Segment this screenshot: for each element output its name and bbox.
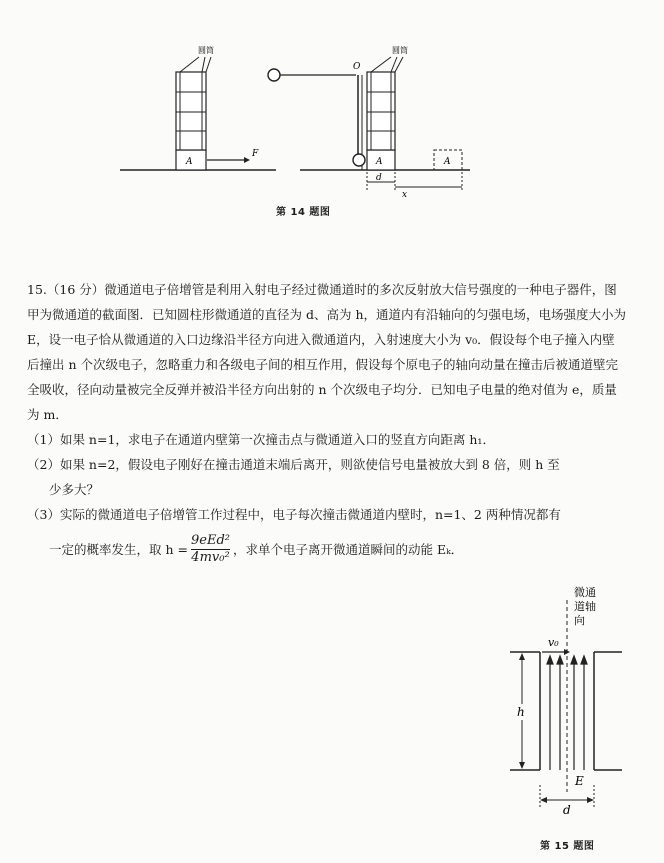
question-2-line2: 少多大？ <box>49 482 100 497</box>
tube-label-left: 圆筒 <box>198 46 214 55</box>
h-fraction <box>191 533 230 566</box>
dim-d-label: d <box>376 173 382 183</box>
block-a-left-label: A <box>186 157 193 167</box>
question-3-formula-line <box>27 533 627 566</box>
h-label: h <box>517 705 525 719</box>
figure-14-caption: 第 14 题图 <box>276 207 331 218</box>
block-a-right-label: A <box>376 157 383 167</box>
pendulum-ball-bottom <box>353 154 365 166</box>
question-1: （1）如果 n=1，求电子在通道内壁第一次撞击点与微通道入口的竖直方向距离 h₁． <box>27 432 495 447</box>
figure-15 <box>490 580 640 830</box>
point-o-label: O <box>353 62 361 72</box>
h-fraction-numerator: 9eEd² <box>190 533 230 548</box>
dim-x-label: x <box>402 190 408 200</box>
figure-15-caption: 第 15 题图 <box>540 841 595 852</box>
problem-15-intro <box>27 277 627 427</box>
force-label: F <box>252 149 259 159</box>
v0-label: v₀ <box>548 636 559 649</box>
e-label: E <box>575 774 584 788</box>
question-2-line1: （2）如果 n=2，假设电子刚好在撞击通道末端后离开，则欲使信号电量被放大到 8 倍，则 h 至 <box>27 457 560 472</box>
d-label: d <box>563 803 571 817</box>
question-3-line1: （3）实际的微通道电子倍增管工作过程中，电子每次撞击微通道内壁时，n=1、2 两种情况都有 <box>27 507 561 522</box>
svg-text:A: A <box>444 157 451 167</box>
problem-number: 15. <box>27 282 47 297</box>
problem-15 <box>27 277 627 566</box>
figure-14 <box>0 0 664 230</box>
axis-label: 微通道轴向 <box>574 586 596 627</box>
question-3-post: ，求单个电子离开微通道瞬间的动能 Eₖ． <box>232 542 464 557</box>
problem-score: （16 分） <box>46 282 105 297</box>
tube-label-right: 圆筒 <box>392 46 408 55</box>
question-3-pre: 一定的概率发生，取 h = <box>49 542 188 557</box>
problem-intro-text: 微通道电子倍增管是利用入射电子经过微通道时的多次反射放大信号强度的一种电子器件，图甲为微通道的截面图．已知圆柱形微通道的直径为 d、高为 h，通道内有沿轴向的匀强电场，电场强度大小为 E，设一电子恰从微通道的入口边缘沿半径方向进入微通道内，入射速度大小为 v₀．假设每个电子撞入内壁后撞出 n 个次级电子，忽略重力和各级电子间的相互作用，假设每个原电子的轴向动量在撞击后被通道壁完全吸收，径向动量被完全反弹并被沿半径方向出射的 n 个次级电子均分．已知电子电量的绝对值为 e，质量为 m． <box>27 282 627 422</box>
h-fraction-denominator: 4mv₀² <box>191 550 230 565</box>
pendulum-ball-top <box>268 69 280 81</box>
